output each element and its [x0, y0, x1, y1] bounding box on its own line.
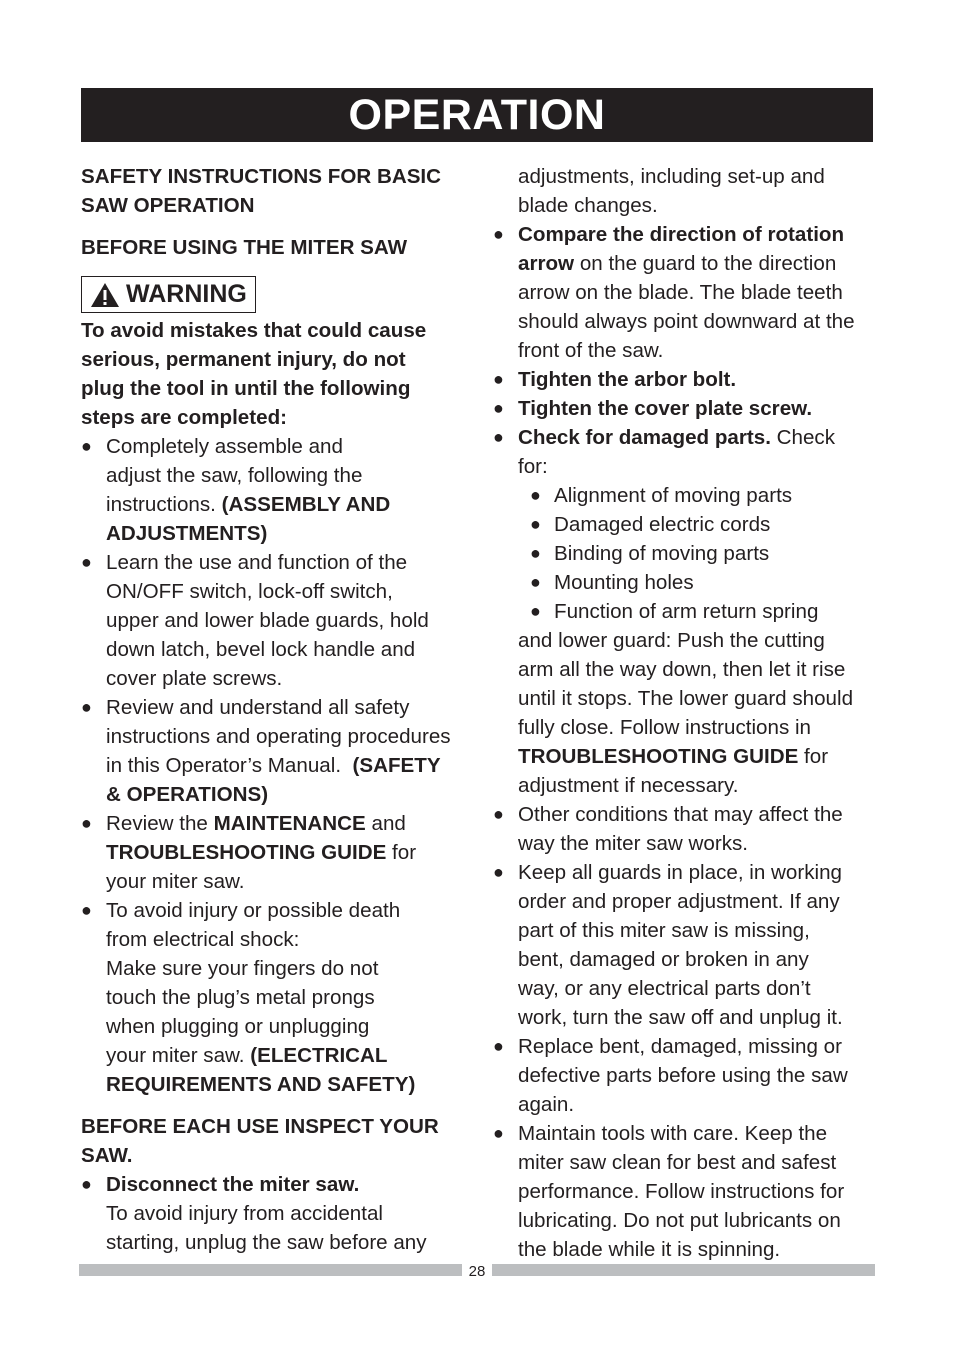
list-item-review-maintenance: ● Review the MAINTENANCE and TROUBLESHOOTING GUIDE for your miter saw. [81, 809, 471, 896]
bullet-icon: ● [493, 427, 504, 447]
bullet-icon: ● [81, 697, 92, 717]
sub-item-mounting: ● Mounting holes [493, 568, 879, 597]
warning-label: WARNING [126, 280, 247, 308]
list-item-cover-plate: ● Tighten the cover plate screw. [493, 394, 879, 423]
list-item-maintain-tools: ● Maintain tools with care. Keep the miter saw clean for best and safest performance. Follow instructions for lubricating. Do not put lubricants on the blade while it is spinning. [493, 1119, 879, 1264]
heading-before-using: BEFORE USING THE MITER SAW [81, 236, 408, 259]
heading-safety-instructions: SAFETY INSTRUCTIONS FOR BASIC SAW OPERATION [81, 165, 442, 217]
bullet-icon: ● [81, 813, 92, 833]
bullet-icon: ● [493, 804, 504, 824]
bullet-icon: ● [81, 1174, 92, 1194]
bullet-icon: ● [530, 485, 541, 505]
right-column [493, 162, 879, 1264]
sub-item-arm-return: ● Function of arm return spring [493, 597, 879, 626]
footer-rule-right [492, 1264, 875, 1276]
list-item-review-safety: ● Review and understand all safety instructions and operating procedures in this Operator’s Manual. (SAFETY & OPERATIONS) [81, 693, 471, 809]
list-item-assemble: ● Completely assemble and adjust the saw, following the instructions. (ASSEMBLY AND ADJUSTMENTS) [81, 432, 471, 548]
footer-rule-left [79, 1264, 462, 1276]
bullet-icon: ● [493, 1036, 504, 1056]
bullet-icon: ● [81, 552, 92, 572]
sub-item-cords: ● Damaged electric cords [493, 510, 879, 539]
left-column [81, 162, 471, 1257]
list-item-learn-switches: ● Learn the use and function of the ON/OFF switch, lock-off switch, upper and lower blade guards, hold down latch, bevel lock handle and cover plate screws. [81, 548, 471, 693]
arm-return-description: and lower guard: Push the cutting arm all the way down, then let it rise until it stops. The lower guard should fully close. Follow instructions in TROUBLESHOOTING GUIDE for adjustment if necessary. [518, 629, 854, 797]
section-title-banner [81, 88, 873, 142]
bullet-icon: ● [530, 601, 541, 621]
list-item-disconnect: ● Disconnect the miter saw. To avoid injury from accidental starting, unplug the saw before any [81, 1170, 471, 1257]
heading-before-each-use: BEFORE EACH USE INSPECT YOUR SAW. [81, 1115, 439, 1167]
sub-item-binding: ● Binding of moving parts [493, 539, 879, 568]
list-item-electrical-shock: ● To avoid injury or possible death from electrical shock: Make sure your fingers do not touch the plug’s metal prongs when plugging or unplugging your miter saw. (ELECTRICAL REQUIREMENTS AND SAFETY) [81, 896, 471, 1099]
warning-text: To avoid mistakes that could cause serious, permanent injury, do not plug the tool in until the following steps are completed: [81, 319, 427, 429]
bullet-icon: ● [530, 514, 541, 534]
list-item-arbor-bolt: ● Tighten the arbor bolt. [493, 365, 879, 394]
bullet-icon: ● [493, 862, 504, 882]
bullet-icon: ● [530, 572, 541, 592]
warning-box [81, 276, 256, 313]
section-title: OPERATION [348, 90, 606, 139]
bullet-icon: ● [493, 1123, 504, 1143]
bullet-icon: ● [81, 900, 92, 920]
bullet-icon: ● [81, 436, 92, 456]
page-number: 28 [468, 1263, 486, 1280]
list-item-keep-guards: ● Keep all guards in place, in working order and proper adjustment. If any part of this miter saw is missing, bent, damaged or broken in any way, or any electrical parts don’t work, turn the saw off and unplug it. [493, 858, 879, 1032]
list-item-rotation-arrow: ● Compare the direction of rotation arrow on the guard to the direction arrow on the blade. The blade teeth should always point downward at the front of the saw. [493, 220, 879, 365]
warning-triangle-icon [90, 282, 120, 308]
list-item-replace-parts: ● Replace bent, damaged, missing or defective parts before using the saw again. [493, 1032, 879, 1119]
continued-text: adjustments, including set-up and blade changes. [518, 165, 825, 217]
list-item-other-conditions: ● Other conditions that may affect the way the miter saw works. [493, 800, 879, 858]
bullet-icon: ● [493, 224, 504, 244]
sub-item-alignment: ● Alignment of moving parts [493, 481, 879, 510]
bullet-icon: ● [530, 543, 541, 563]
list-item-damaged-parts: ● Check for damaged parts. Check for: [493, 423, 879, 481]
bullet-icon: ● [493, 369, 504, 389]
bullet-icon: ● [493, 398, 504, 418]
